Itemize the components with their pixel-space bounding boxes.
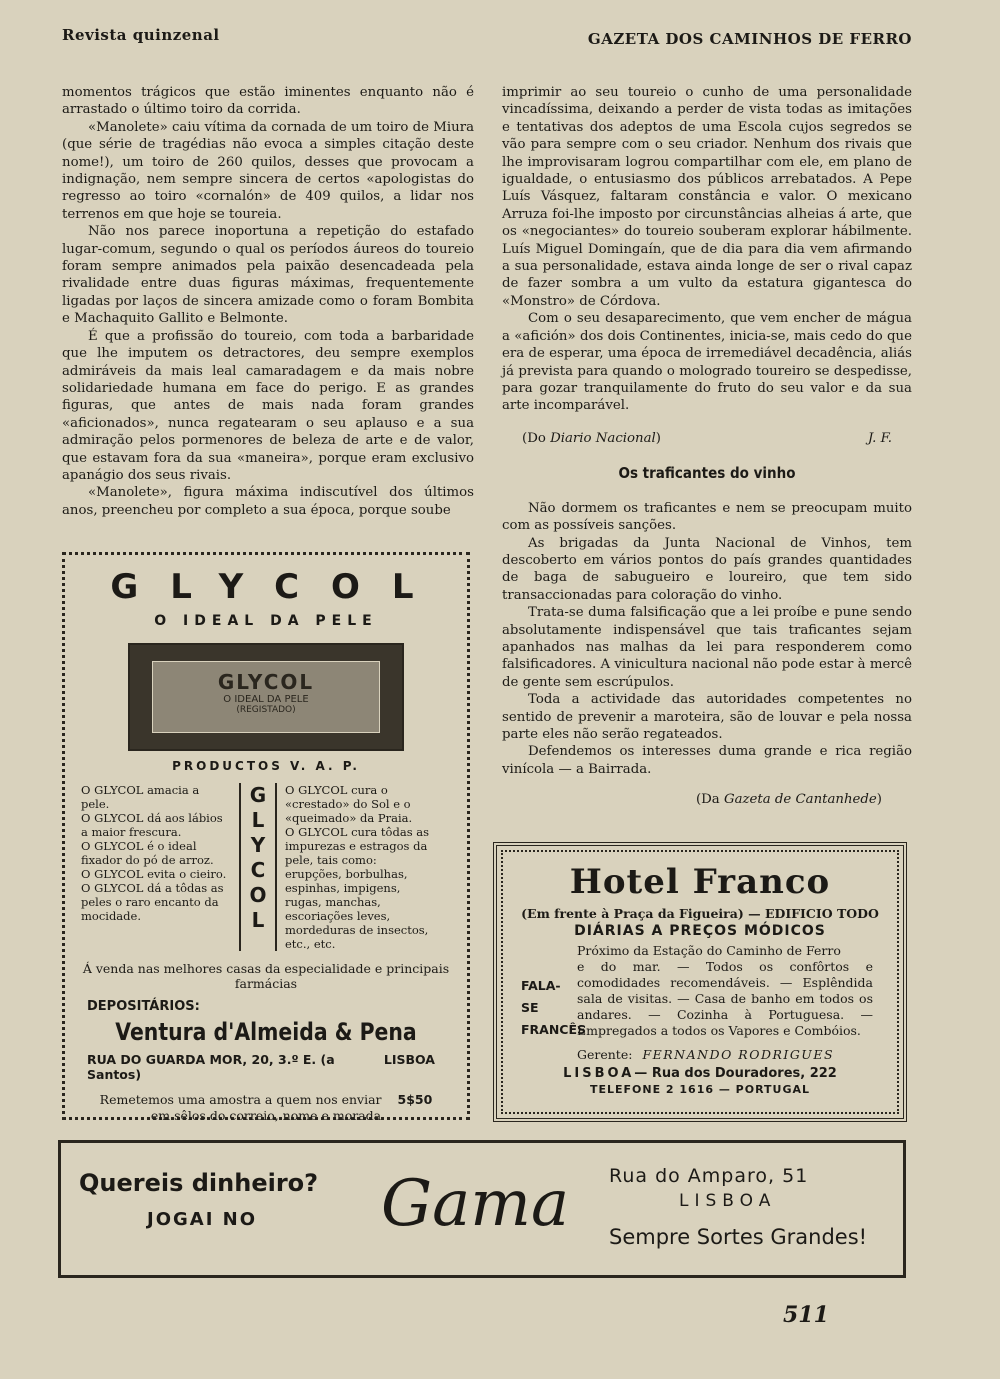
feature-item: O GLYCOL cura o «crestado» do Sol e o «queimado» da Praia. xyxy=(285,783,413,825)
feature-list-left xyxy=(81,783,231,951)
right-column xyxy=(502,84,912,807)
header-right: GAZETA DOS CAMINHOS DE FERRO xyxy=(587,30,912,48)
gama-question: Quereis dinheiro? xyxy=(79,1169,319,1197)
hotel-title: Hotel Franco xyxy=(569,862,831,902)
gama-invite: JOGAI NO xyxy=(147,1209,258,1230)
feature-item: O GLYCOL cura tôdas as impurezas e estragos da pele, tais como: erupções, borbulhas, espinhas, impigens, rugas, manchas, escoriações leves, mordeduras de insectos, etc., etc. xyxy=(285,825,430,951)
paragraph: Toda a actividade das autoridades competentes no sentido de prevenir a maroteira, são de louvar e pela nossa parte eles não serão regateados. xyxy=(502,692,912,742)
hotel-address: LISBOA— Rua dos Douradores, 222 xyxy=(563,1066,837,1081)
label-brand: GLYCOL xyxy=(217,670,315,694)
hotel-rates: DIÁRIAS A PREÇOS MÓDICOS xyxy=(574,923,826,939)
feature-item: O GLYCOL dá a tôdas as peles o raro encanto da mocidade. xyxy=(81,881,224,923)
page-number: 511 xyxy=(783,1302,829,1328)
feature-item: O GLYCOL amacia a pele. xyxy=(81,783,200,811)
paragraph: momentos trágicos que estão iminentes enquanto não é arrastado o último toiro da corrida. xyxy=(62,85,474,118)
sale-line: Á venda nas melhores casas da especialidade e principais farmácias xyxy=(82,961,450,991)
left-column xyxy=(62,84,474,519)
gama-address: Rua do Amparo, 51 xyxy=(609,1165,809,1187)
paragraph: Com o seu desaparecimento, que vem encher de mágua a «afición» dos dois Continentes, inicia-se, mais cedo do que era de esperar, uma época de irremediável decadência, aliás já prevista para quando o mologrado toureiro se despedisse, para gozar tranquilamente do fruto do seu valor e da sua arte incomparável. xyxy=(502,311,912,414)
paragraph: Não nos parece inoportuna a repetição do estafado lugar-comum, segundo o qual os períodos áureos do toureio foram sempre animados pela paixão desencadeada pela rivalidade entre duas figuras máximas, frequentemente ligadas por laços de sincera amizade como o foram Bombita e Machaquito Gallito e Belmonte. xyxy=(62,224,474,327)
hotel-location: (Em frente à Praça da Figueira) — EDIFICIO TODO xyxy=(521,906,879,921)
credit-source: Gazeta de Cantanhede xyxy=(723,792,877,808)
sample-offer: Remetemos uma amostra a quem nos enviar 5$50 em sêlos do correio, nome e morada xyxy=(99,1092,433,1123)
gama-advertisement xyxy=(58,1140,906,1278)
credit-source: Diario Nacional xyxy=(550,430,656,446)
gama-slogan: Sempre Sortes Grandes! xyxy=(609,1225,868,1249)
credit-line: (Do Diario Nacional) J. F. xyxy=(522,430,892,446)
gama-city: LISBOA xyxy=(679,1191,777,1211)
paragraph: Defendemos os interesses duma grande e rica região vinícola — a Bairrada. xyxy=(502,744,912,777)
paragraph: As brigadas da Junta Nacional de Vinhos, tem descoberto em vários pontos do país grandes quantidades de baga de sabugueiro e loureiro, que tem sido transaccionadas para coloração do vinho. xyxy=(502,535,912,603)
label-line: O IDEAL DA PELE xyxy=(223,694,309,705)
company-address: RUA DO GUARDA MOR, 20, 3.º E. (a Santos) LISBOA xyxy=(87,1052,435,1082)
hotel-manager: Gerente: FERNANDO RODRIGUES xyxy=(577,1047,835,1062)
vertical-brand: G L Y C O L xyxy=(239,783,277,951)
paragraph: «Manolete», figura máxima indiscutível dos últimos anos, preencheu por completo a sua época, porque soube xyxy=(62,485,474,518)
feature-list-right xyxy=(285,783,435,951)
glycol-title: GLYCOL xyxy=(110,567,446,607)
glycol-subtitle: O IDEAL DA PELE xyxy=(154,613,378,629)
glycol-advertisement xyxy=(62,552,470,1123)
glycol-features xyxy=(81,783,457,951)
paragraph: É que a profissão do toureio, com toda a barbaridade que lhe imputem os detractores, deu sempre exemplos admiráveis da mais leal camaradagem e da mais nobre solidariedade humana em face do perigo. E as grandes figuras, que antes de mais nada foram grandes «aficionados», nunca regatearam o seu aplauso e a sua admiração pelos pormenores de beleza de arte e de valor, que estavam fora da sua «maneira», porque eram exclusivo apanágio dos seus rivais. xyxy=(62,328,474,483)
hotel-description xyxy=(521,943,873,1041)
hotel-phone: TELEFONE 2 1616 — PORTUGAL xyxy=(589,1083,811,1096)
hotel-advertisement xyxy=(493,842,907,1122)
feature-item: O GLYCOL dá aos lábios a maior frescura. xyxy=(81,811,223,839)
section-title: Os traficantes do vinho xyxy=(618,463,796,482)
hotel-amenities: Próximo da Estação do Caminho de Ferro e do mar. — Todos os confôrtos e comodidades recomendáveis. — Esplêndida sala de visitas. — Casa de banho em todos os andares. — Cozinha à Portuguesa. — Empregados a todos os Vapores e Combóios. xyxy=(577,943,873,1038)
label-line: (REGISTADO) xyxy=(236,705,296,715)
gama-logo: Gama xyxy=(381,1167,570,1241)
header-left: Revista quinzenal xyxy=(62,26,220,44)
paragraph: Não dormem os traficantes e nem se preocupam muito com as possíveis sanções. xyxy=(502,500,912,534)
products-line: PRODUCTOS V. A. P. xyxy=(172,759,360,773)
credit-line: (Da Gazeta de Cantanhede) xyxy=(695,792,882,808)
feature-item: O GLYCOL evita o cieiro. xyxy=(81,867,227,881)
paragraph: Trata-se duma falsificação que a lei proíbe e pune sendo absolutamente indispensável que tais traficantes sejam apanhados nas malhas da lei para responderem como falsificadores. A vinicultura nacional não pode estar à mercê de gente sem escrúpulos. xyxy=(502,605,912,690)
paragraph: imprimir ao seu toureio o cunho de uma personalidade vincadíssima, deixando a perder de vista todas as imitações e tentativas dos adeptos de uma Escola cujos segredos se vão para sempre com o seu criador. Nenhum dos rivais que lhe improvisaram logrou compartilhar com ele, em plano de igualdade, o entusiasmo dos públicos arrebatados. A Pepe Luís Vásquez, faltaram constância e valor. O mexicano Arruza foi-lhe imposto por circunstâncias alheias á arte, que os «negociantes» do toureio souberam explorar hábilmente. Luís Miguel Domingaín, que de dia para dia vem afirmando a sua personalidade, estava ainda longe de ser o rival capaz de fazer sombra a um vulto da estatura gigantesca do «Monstro» de Córdova. xyxy=(502,85,912,309)
company-name: Ventura d'Almeida & Pena xyxy=(115,1018,417,1046)
paragraph: «Manolete» caiu vítima da cornada de um toiro de Miura (que série de tragédias não evoca a simples citação deste nome!), um toiro de 260 quilos, desses que provocam a indignação, nem sempre sincera de certos «apologistas do regresso ao toiro «cornalón» de 409 quilos, a lidar nos terrenos em que hoje se toureia. xyxy=(62,119,474,222)
product-label-image xyxy=(128,643,404,751)
feature-item: O GLYCOL é o ideal fixador do pó de arroz. xyxy=(81,839,214,867)
depositarios-label: DEPOSITÁRIOS: xyxy=(87,999,200,1014)
language-note: FALA-SE FRANCÊS xyxy=(521,978,587,1037)
credit-initials: J. F. xyxy=(867,430,892,446)
